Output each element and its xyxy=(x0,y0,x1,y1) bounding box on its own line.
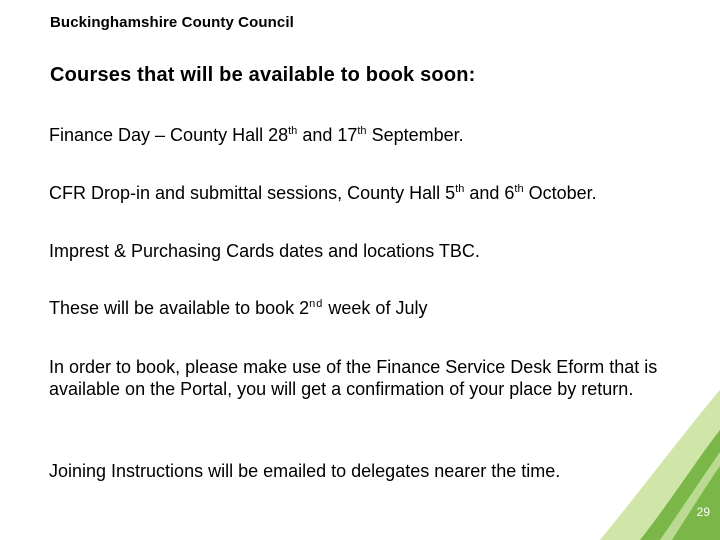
finance-day-text-c: September. xyxy=(366,125,464,145)
cfr-text-a: CFR Drop-in and submittal sessions, County Hall 5 xyxy=(49,183,456,203)
booking-info-paragraph: In order to book, please make use of the Finance Service Desk Eform that is available on the Portal, you will get a confirmation of your place by return. xyxy=(49,357,658,399)
availability-text-b: week of July xyxy=(323,298,428,318)
finance-day-sup-a: th xyxy=(288,125,298,137)
organisation-name: Buckinghamshire County Council xyxy=(50,14,294,31)
availability-text-a: These will be available to book 2 xyxy=(49,298,310,318)
joining-instructions-line: Joining Instructions will be emailed to delegates nearer the time. xyxy=(49,461,561,481)
cfr-text-c: October. xyxy=(523,183,597,203)
cfr-sessions-line xyxy=(49,182,689,204)
finance-day-sup-b: th xyxy=(357,125,367,137)
slide-title: Courses that will be available to book soon: xyxy=(50,64,476,86)
finance-day-text-a: Finance Day – County Hall 28 xyxy=(49,125,289,145)
cfr-text-b: and 6 xyxy=(464,183,515,203)
availability-line xyxy=(49,297,689,319)
finance-day-text-b: and 17 xyxy=(297,125,358,145)
cfr-sup-b: th xyxy=(514,183,524,195)
imprest-line: Imprest & Purchasing Cards dates and locations TBC. xyxy=(49,241,480,261)
availability-sup-a: nd xyxy=(309,298,324,310)
page-number: 29 xyxy=(696,505,710,519)
finance-day-line xyxy=(49,124,689,146)
cfr-sup-a: th xyxy=(455,183,465,195)
